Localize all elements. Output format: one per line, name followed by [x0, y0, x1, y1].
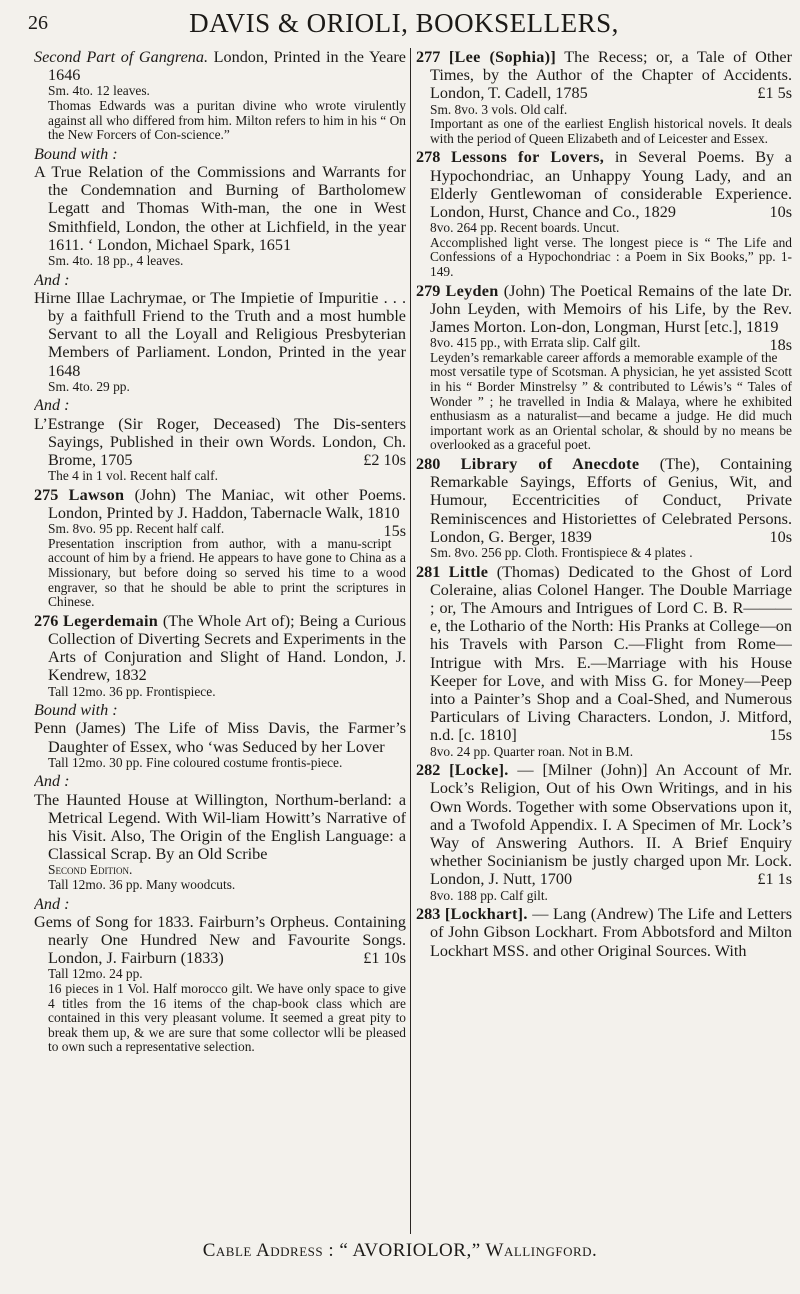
and-label: And :	[34, 270, 70, 289]
lot-number: 277	[416, 48, 441, 66]
left-column	[34, 48, 406, 1234]
lot-format: 8vo. 264 pp. Recent boards. Uncut.	[430, 220, 620, 236]
lot-author: [Lockhart].	[444, 905, 528, 924]
lot-281	[416, 563, 792, 760]
entry-penn	[34, 719, 406, 770]
entry-text: A True Relation of the Commissions and Warrants for the Condemnation and Burning of Bartholomew Legatt and Thomas With-man, the one in West Smithfield, London, the other at Lichfield, in the year 1611. ‘ London, Michael Spark, 1651	[34, 162, 406, 254]
running-head: DAVIS & ORIOLI, BOOKSELLERS,	[189, 8, 619, 38]
entry-price: £2 10s	[363, 451, 406, 470]
lot-format: Sm. 8vo. 3 vols. Old calf.	[430, 101, 568, 117]
lot-author: Lessons for Lovers,	[450, 148, 605, 167]
lot-number: 282	[416, 761, 441, 780]
entry-format: The 4 in 1 vol. Recent half calf.	[48, 468, 218, 484]
lot-note: Presentation inscription from author, with a manu-script account of him by a friend. He appears to have gone to China as a Missionary, but before doing so served his time to a wood engraver, so that he should be able to print the scriptures in Chinese.	[48, 535, 406, 610]
entry-gangrena	[34, 48, 406, 143]
entry-format: Tall 12mo. 30 pp. Fine coloured costume frontis-piece.	[48, 754, 343, 770]
entry-haunted-house	[34, 791, 406, 893]
entry-edition: Second Edition.	[48, 862, 133, 878]
lot-author: [Locke].	[449, 761, 509, 780]
lot-format: 8vo. 415 pp., with Errata slip. Calf gilt.	[430, 335, 641, 351]
lot-note: Leyden’s remarkable career affords a memorable example of the most versatile type of Scotsman. A physician, he yet assisted Scott in his “ Border Minstrelsy ” & contributed to Léwis’s “ Tales of Wonder ” ; he travelled in India & Malaya, where he exhibited enthusiasm as a naturalist—and became a judge. He did much important work as an Oriental scholar, & should by no means be overlooked as a graceful poet.	[430, 349, 792, 453]
bound-with-label: Bound with :	[34, 701, 118, 720]
entry-price: £1 10s	[363, 949, 406, 968]
lot-author: Legerdemain	[63, 611, 159, 630]
lot-author: Little	[448, 562, 489, 581]
lot-275	[34, 486, 406, 610]
entry-hirne	[34, 289, 406, 395]
lot-format: Sm. 8vo. 95 pp. Recent half calf.	[48, 521, 225, 537]
lot-number: 275	[34, 485, 59, 504]
lot-format: Tall 12mo. 36 pp. Frontispiece.	[48, 683, 216, 699]
lot-number: 280	[416, 454, 441, 473]
lot-text: (Thomas) Dedicated to the Ghost of Lord Coleraine, alias Colonel Hanger. The Double Marriage ; or, The Amours and Intrigues of Lord C. B. R———e, the Lothario of the North: His Pranks at College—on his Travels with Parson C.—Flight from Rome—Intrigue with Mrs. E.—Marriage with his House Keeper for Love, and with Miss G. for Money—Peep into a Painter’s Shop and a Coal-Shed, and Numerous Particulars of Living Characters. London, J. Mitford, n.d. [c. 1810]	[430, 562, 792, 745]
entry-text: Gems of Song for 1833. Fairburn’s Orpheus. Containing nearly One Hundred New and Favourite Songs. London, J. Fairburn (1833)	[34, 912, 406, 968]
lot-text: (The Whole Art of); Being a Curious Collection of Diverting Secrets and Experiments in the Arts of Conjuration and Slight of Hand. London, J. Kendrew, 1832	[48, 611, 406, 685]
lot-price: £1 1s	[757, 870, 792, 889]
lot-text: (The), Containing Remarkable Sayings, Efforts of Genius, Wit, and Humour, Eccentricities of Conduct, Private Reminiscences and Historiettes of Celebrated Persons. London, G. Berger, 1839	[430, 454, 792, 546]
lot-format: Sm. 8vo. 256 pp. Cloth. Frontispiece & 4 plates .	[430, 544, 693, 560]
lot-price: 10s	[769, 527, 792, 546]
lot-283	[416, 905, 792, 960]
page-header	[28, 8, 780, 38]
lot-number: 283	[416, 905, 441, 924]
entry-text: Penn (James) The Life of Miss Davis, the Farmer’s Daughter of Essex, who ‘was Seduced by her Lover	[34, 719, 406, 756]
lot-number: 279	[416, 281, 441, 300]
lot-279	[416, 282, 792, 453]
entry-gems-of-song	[34, 913, 406, 1055]
lot-text: in Several Poems. By a Hypochondriac, an Unhappy Young Lady, and an Elderly Gentlewoman of considerable Experience. London, Hurst, Chance and Co., 1829	[430, 148, 792, 221]
and-label: And :	[34, 396, 70, 415]
entry-title: Second Part of Gangrena.	[34, 48, 209, 66]
entry-imprint: London, Printed in the Yeare 1646	[48, 48, 406, 85]
lot-282	[416, 761, 792, 903]
cable-address-footer: Cable Address : “ AVORIOLOR,” Wallingford.	[202, 1240, 598, 1261]
lot-text: The Recess; or, a Tale of Other Times, by the Author of the Chapter of Accidents. London, T. Cadell, 1785	[430, 48, 792, 103]
page-number: 26	[28, 12, 48, 34]
column-divider	[410, 48, 411, 1234]
lot-number: 276	[34, 611, 59, 630]
lot-text: (John) The Poetical Remains of the late Dr. John Leyden, with Memoirs of his Life, by the Rev. James Morton. Lon-don, Longman, Hurst [etc.], 1819	[430, 281, 792, 336]
lot-note: Important as one of the earliest English historical novels. It deals with the period of Queen Elizabeth and of Leicester and Essex.	[430, 116, 792, 146]
lot-text: (John) The Maniac, wit other Poems. London, Printed by J. Haddon, Tabernacle Walk, 1810	[48, 485, 406, 523]
lot-number: 281	[416, 562, 441, 581]
entry-format: Sm. 4to. 12 leaves.	[48, 83, 150, 99]
lot-price: 18s	[769, 336, 792, 355]
lot-277	[416, 48, 792, 146]
entry-note: 16 pieces in 1 Vol. Half morocco gilt. We have only space to give 4 titles from the 16 items of the chap-book class which are contained in this very pleasant volume. It seemed a great pity to break them up, & we are sure that some collector wlli be pleased to own such a representative selection.	[48, 981, 406, 1055]
entry-format: Sm. 4to. 29 pp.	[48, 378, 130, 394]
and-label: And :	[34, 772, 70, 791]
entry-format: Tall 12mo. 36 pp. Many woodcuts.	[48, 877, 236, 892]
entry-text: L’Estrange (Sir Roger, Deceased) The Dis-senters Sayings, Published in their own Words. London, Ch. Brome, 1705	[34, 414, 406, 470]
lot-price: 15s	[383, 522, 406, 541]
entry-text: Hirne Illae Lachrymae, or The Impietie of Impuritie . . . by a faithfull Friend to the Truth and a most humble Servant to all the Loyall and Religious Presbyterian Members of Parliament. London, Printed in the year 1648	[34, 288, 406, 380]
lot-text: — Lang (Andrew) The Life and Letters of John Gibson Lockhart. From Abbotsford and Milton Lockhart MSS. and other Original Sources. With	[430, 905, 792, 960]
lot-price: 10s	[769, 203, 792, 221]
lot-author: [Lee (Sophia)]	[448, 48, 557, 66]
lot-text: — [Milner (John)] An Account of Mr. Lock’s Religion, Out of his Own Writings, and in his Own Words. Together with some Observations upon it, and a Twofold Appendix. I. A Specimen of Mr. Lock’s Way of Answering Authors. II. A Brief Enquiry whether Socinianism be justly charged upon Mr. Lock. London, J. Nutt, 1700	[430, 761, 792, 889]
entry-format: Tall 12mo. 24 pp.	[48, 966, 143, 982]
entry-format: Sm. 4to. 18 pp., 4 leaves.	[48, 253, 184, 268]
lot-276	[34, 612, 406, 699]
entry-text: The Haunted House at Willington, Northum-berland: a Metrical Legend. With Wil-liam Howitt’s Narrative of his Visit. Also, The Origin of the English Language: a Classical Scrap. By an Old Scribe	[34, 790, 406, 864]
lot-author: Library of Anecdote	[460, 454, 640, 473]
bound-with-label: Bound with :	[34, 144, 118, 163]
right-column	[416, 48, 792, 1234]
entry-note: Thomas Edwards was a puritan divine who wrote virulently against all who differed from him. Milton refers to him in his “ On the New Forcers of Con-science.”	[48, 98, 406, 143]
lot-280	[416, 455, 792, 561]
lot-author: Leyden	[445, 281, 499, 300]
lot-note: Accomplished light verse. The longest piece is “ The Life and Confessions of a Hypochondriac : a Poem in Six Books,” pp. 1-149.	[430, 234, 792, 279]
lot-format: 8vo. 188 pp. Calf gilt.	[430, 887, 548, 903]
lot-format: 8vo. 24 pp. Quarter roan. Not in B.M.	[430, 743, 634, 759]
lot-price: 15s	[769, 726, 792, 745]
entry-lestrange	[34, 415, 406, 484]
lot-278	[416, 148, 792, 279]
and-label: And :	[34, 894, 70, 913]
entry-true-relation	[34, 163, 406, 269]
lot-price: £1 5s	[757, 84, 792, 103]
lot-number: 278	[416, 148, 441, 167]
lot-author: Lawson	[68, 485, 125, 504]
